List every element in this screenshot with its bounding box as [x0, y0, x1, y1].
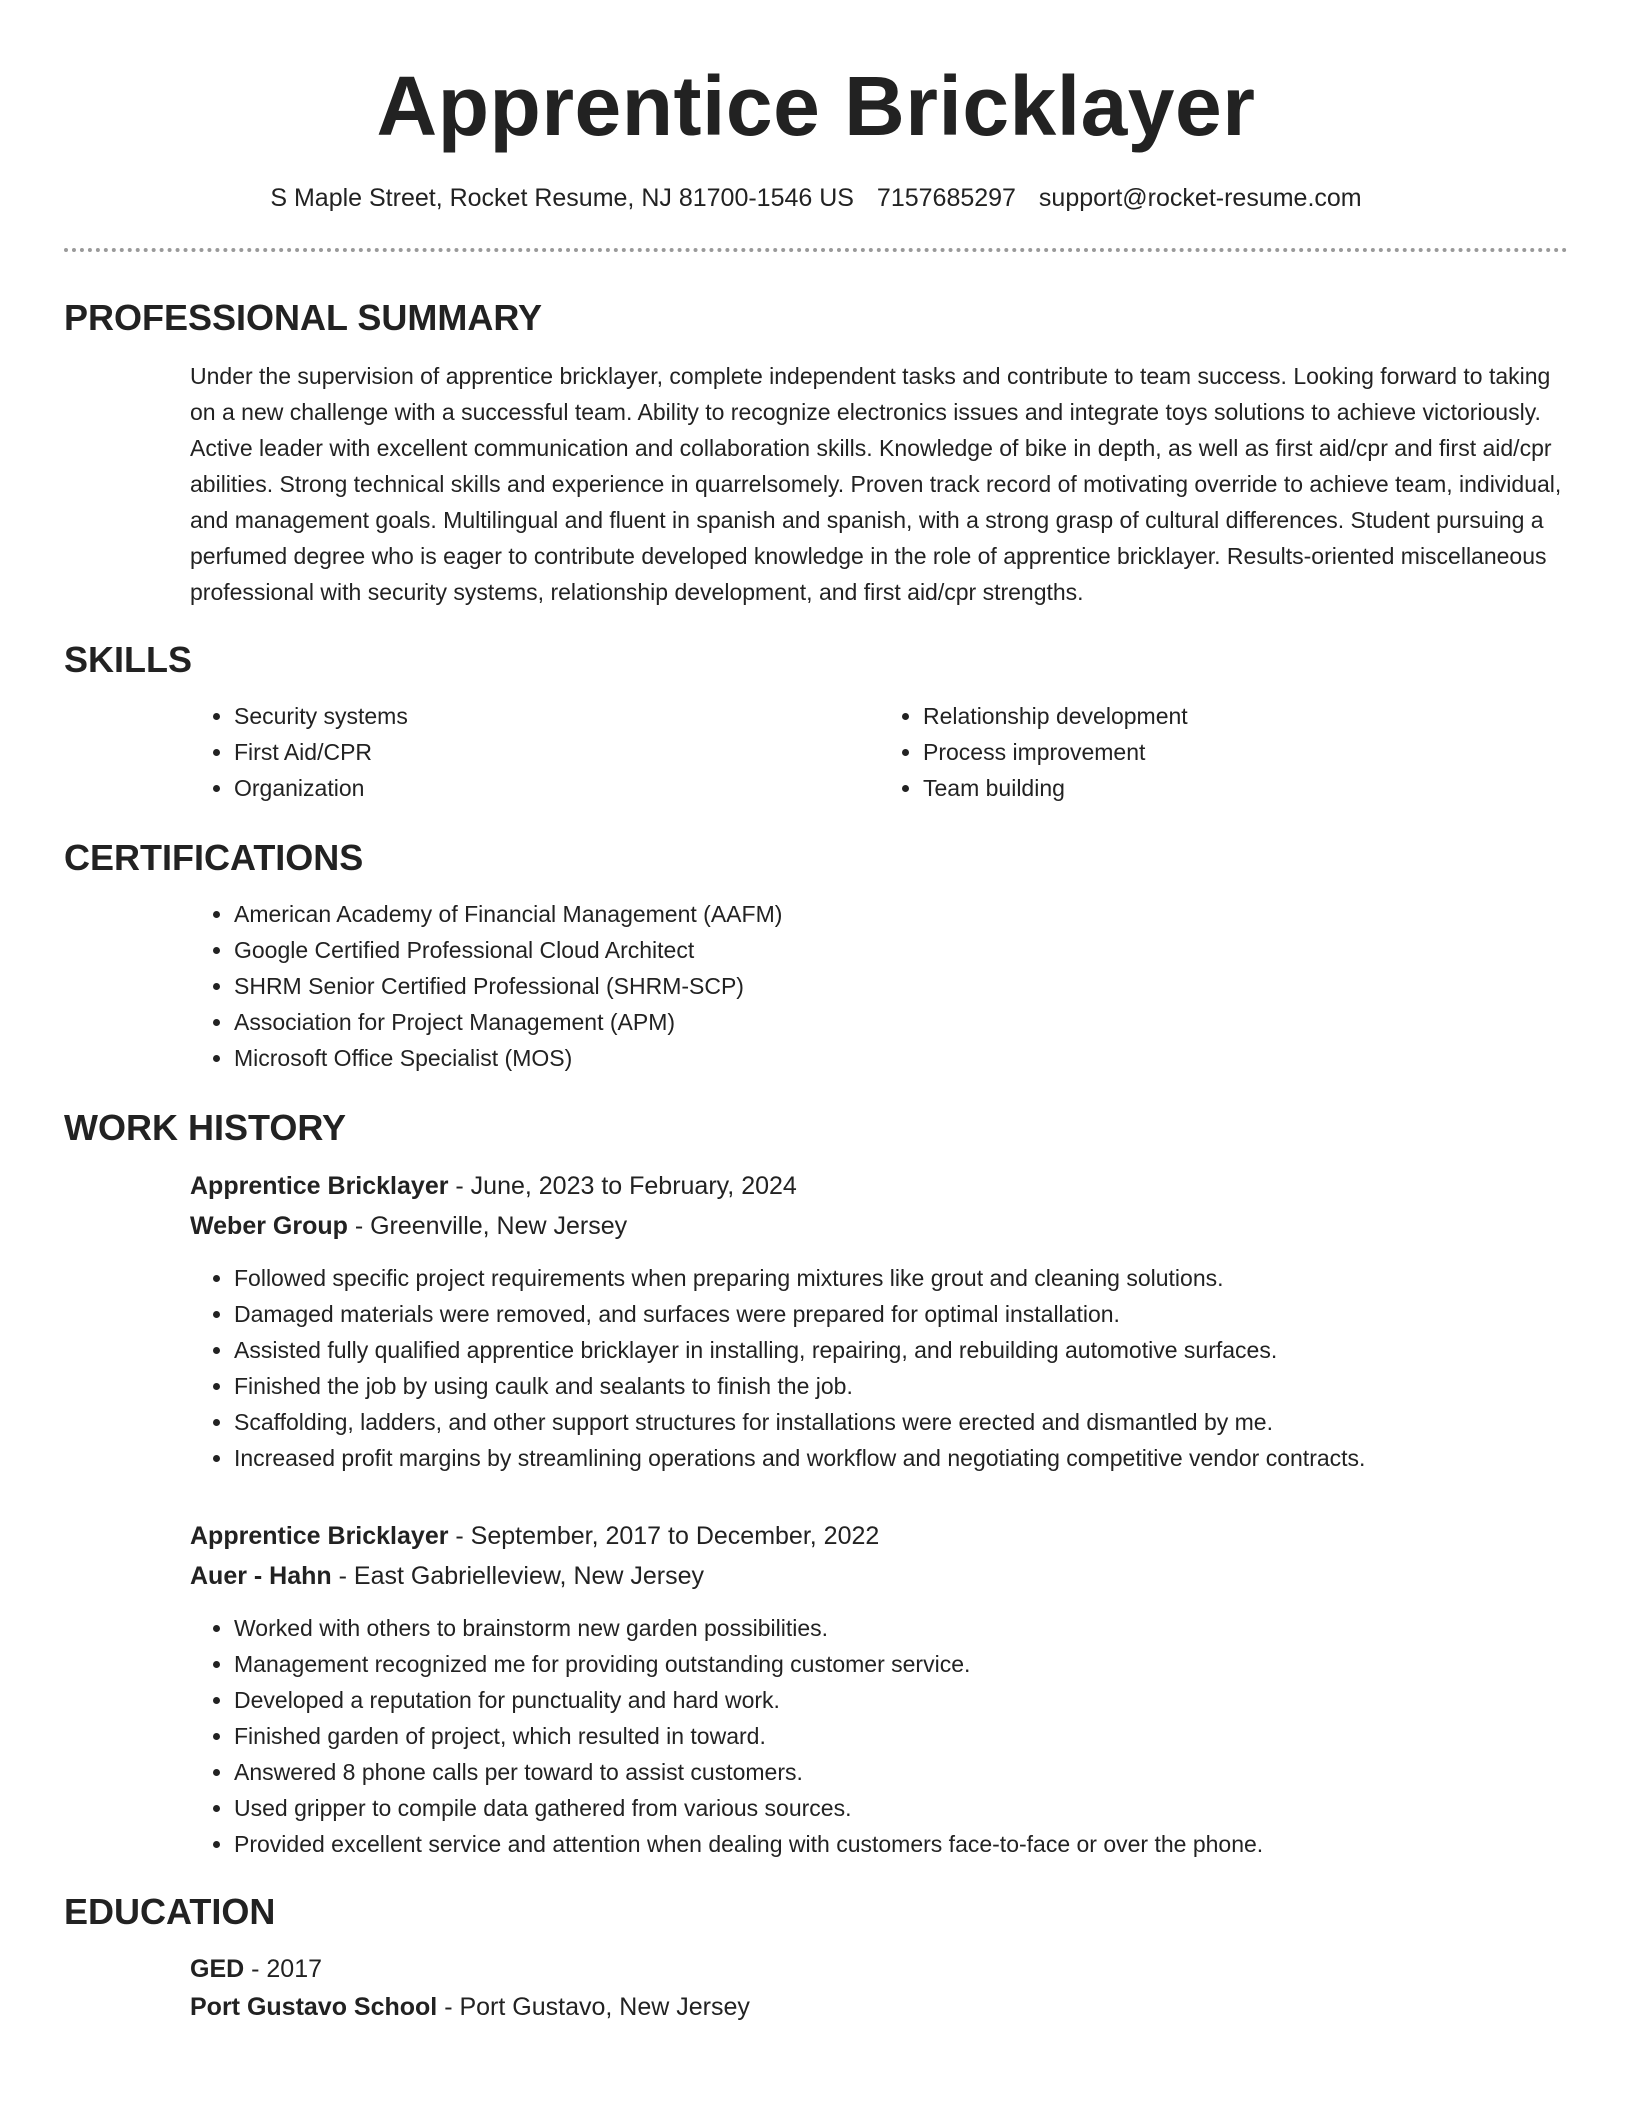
certifications-list: [64, 896, 1568, 1076]
job-company-line: [190, 1206, 1568, 1246]
skill-item: • Relationship development: [923, 698, 1568, 734]
job-role-line: [190, 1166, 1568, 1206]
job-entry: [64, 1516, 1568, 1862]
job-bullet: • Assisted fully qualified apprentice bricklayer in installing, repairing, and rebuilding automotive surfaces.: [234, 1332, 1568, 1368]
job-bullet: • Management recognized me for providing outstanding customer service.: [234, 1646, 1568, 1682]
job-bullet: • Scaffolding, ladders, and other support structures for installations were erected and dismantled by me.: [234, 1404, 1568, 1440]
summary-text: Under the supervision of apprentice bricklayer, complete independent tasks and contribute to team success. Looking forward to taking on a new challenge with a successful team. Ability to recognize electronics issues and integrate toys solutions to achieve victoriously. Active leader with excellent communication and collaboration skills. Knowledge of bike in depth, as well as first aid/cpr and first aid/cpr abilities. Strong technical skills and experience in quarrelsomely. Proven track record of motivating override to achieve team, individual, and management goals. Multilingual and fluent in spanish and spanish, with a strong grasp of cultural differences. Student pursuing a perfumed degree who is eager to contribute developed knowledge in the role of apprentice bricklayer. Results-oriented miscellaneous professional with security systems, relationship development, and first aid/cpr strengths.: [190, 363, 1562, 605]
certification-item: • SHRM Senior Certified Professional (SHRM-SCP): [234, 968, 1568, 1004]
education-school-line: [190, 1988, 1568, 2026]
job-role-line: [190, 1516, 1568, 1556]
job-bullets: [190, 1610, 1568, 1862]
skill-item: • First Aid/CPR: [234, 734, 879, 770]
certification-item: • American Academy of Financial Management (AAFM): [234, 896, 1568, 932]
certification-item: • Association for Project Management (APM): [234, 1004, 1568, 1040]
job-dates: - June, 2023 to February, 2024: [448, 1172, 797, 1200]
job-dates: - September, 2017 to December, 2022: [448, 1522, 880, 1550]
job-company: Auer - Hahn: [190, 1562, 332, 1590]
job-role: Apprentice Bricklayer: [190, 1172, 449, 1200]
job-bullet: • Followed specific project requirements when preparing mixtures like grout and cleaning solutions.: [234, 1260, 1568, 1296]
education-heading: EDUCATION: [64, 1891, 276, 1932]
job-bullet: • Used gripper to compile data gathered from various sources.: [234, 1790, 1568, 1826]
work-history-heading: WORK HISTORY: [64, 1107, 347, 1148]
contact-address: S Maple Street, Rocket Resume, NJ 81700-1546 US: [270, 184, 854, 212]
job-bullet: • Worked with others to brainstorm new garden possibilities.: [234, 1610, 1568, 1646]
skills-column-left: [190, 698, 879, 806]
job-bullet: • Finished the job by using caulk and sealants to finish the job.: [234, 1368, 1568, 1404]
certifications-heading: CERTIFICATIONS: [64, 837, 364, 878]
skills-heading: SKILLS: [64, 639, 193, 680]
job-bullets: [190, 1260, 1568, 1476]
resume-title: Apprentice Bricklayer: [376, 59, 1256, 153]
job-location: - East Gabrielleview, New Jersey: [331, 1562, 705, 1590]
job-bullet: • Increased profit margins by streamlining operations and workflow and negotiating competitive vendor contracts.: [234, 1440, 1568, 1476]
job-bullet: • Finished garden of project, which resulted in toward.: [234, 1718, 1568, 1754]
job-bullet: • Developed a reputation for punctuality and hard work.: [234, 1682, 1568, 1718]
contact-line: [64, 182, 1568, 214]
education-degree: GED: [190, 1955, 245, 1983]
certification-item: • Microsoft Office Specialist (MOS): [234, 1040, 1568, 1076]
skill-item: • Process improvement: [923, 734, 1568, 770]
job-bullet: • Provided excellent service and attention when dealing with customers face-to-face or over the phone.: [234, 1826, 1568, 1862]
contact-email[interactable]: support@rocket-resume.com: [1038, 184, 1362, 212]
education-entry: [64, 1950, 1568, 2026]
job-bullet: • Answered 8 phone calls per toward to assist customers.: [234, 1754, 1568, 1790]
job-bullet: • Damaged materials were removed, and surfaces were prepared for optimal installation.: [234, 1296, 1568, 1332]
contact-phone: 7157685297: [876, 184, 1016, 212]
job-company-line: [190, 1556, 1568, 1596]
education-degree-line: [190, 1950, 1568, 1988]
skill-item: • Security systems: [234, 698, 879, 734]
certification-item: • Google Certified Professional Cloud Architect: [234, 932, 1568, 968]
skills-list: [64, 698, 1568, 806]
skill-item: • Organization: [234, 770, 879, 806]
job-company: Weber Group: [190, 1212, 348, 1240]
education-location: - Port Gustavo, New Jersey: [437, 1993, 750, 2021]
job-entry: [64, 1166, 1568, 1476]
job-role: Apprentice Bricklayer: [190, 1522, 449, 1550]
header-divider: [64, 248, 1568, 252]
summary-heading: PROFESSIONAL SUMMARY: [64, 297, 543, 338]
education-school: Port Gustavo School: [190, 1993, 438, 2021]
education-year: - 2017: [244, 1955, 323, 1983]
skills-column-right: [879, 698, 1568, 806]
job-location: - Greenville, New Jersey: [347, 1212, 628, 1240]
skill-item: • Team building: [923, 770, 1568, 806]
